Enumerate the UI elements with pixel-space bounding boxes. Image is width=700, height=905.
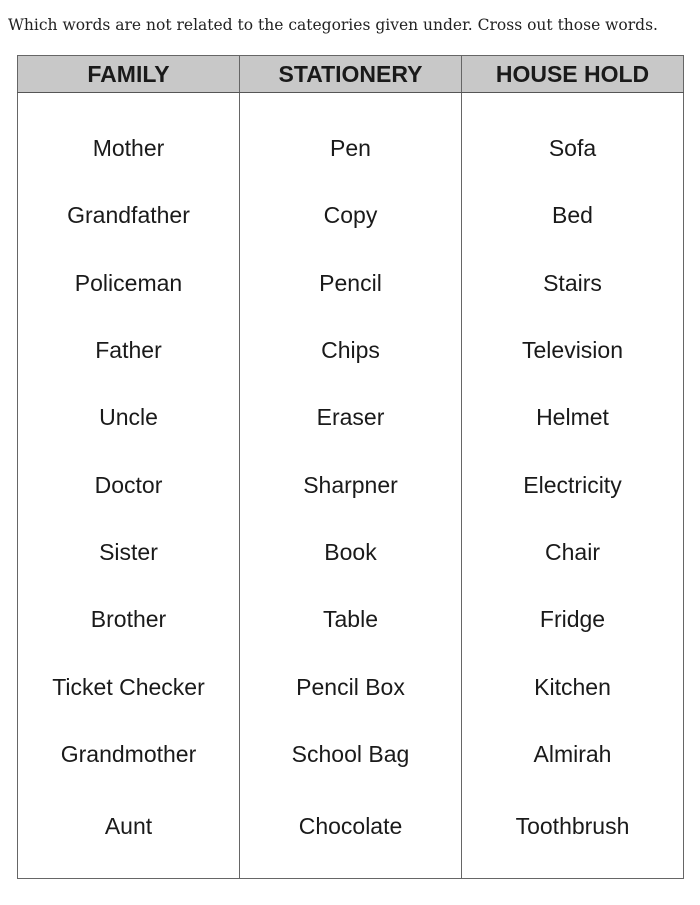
category-table: [17, 55, 684, 879]
table-row: [18, 451, 684, 518]
word-cell[interactable]: Helmet: [462, 384, 684, 451]
word-cell[interactable]: Kitchen: [462, 653, 684, 720]
word-cell[interactable]: Grandmother: [18, 721, 240, 788]
word-cell[interactable]: Chips: [240, 317, 462, 384]
word-cell[interactable]: Electricity: [462, 451, 684, 518]
word-cell[interactable]: School Bag: [240, 721, 462, 788]
word-cell[interactable]: Almirah: [462, 721, 684, 788]
word-cell[interactable]: Table: [240, 586, 462, 653]
word-cell[interactable]: Aunt: [18, 788, 240, 879]
word-cell[interactable]: Eraser: [240, 384, 462, 451]
word-cell[interactable]: Toothbrush: [462, 788, 684, 879]
header-household: HOUSE HOLD: [462, 56, 684, 93]
word-cell[interactable]: Brother: [18, 586, 240, 653]
word-cell[interactable]: Ticket Checker: [18, 653, 240, 720]
word-cell[interactable]: Mother: [18, 93, 240, 183]
word-cell[interactable]: Policeman: [18, 250, 240, 317]
word-cell[interactable]: Sofa: [462, 93, 684, 183]
word-cell[interactable]: Sharpner: [240, 451, 462, 518]
table-row: [18, 93, 684, 183]
header-family: FAMILY: [18, 56, 240, 93]
word-cell[interactable]: Chocolate: [240, 788, 462, 879]
word-cell[interactable]: Pencil Box: [240, 653, 462, 720]
instruction-text: Which words are not related to the categories given under. Cross out those words.: [8, 16, 658, 34]
word-cell[interactable]: Copy: [240, 182, 462, 249]
word-cell[interactable]: Father: [18, 317, 240, 384]
table-row: [18, 250, 684, 317]
word-cell[interactable]: Television: [462, 317, 684, 384]
word-cell[interactable]: Book: [240, 519, 462, 586]
table-row: [18, 384, 684, 451]
word-cell[interactable]: Uncle: [18, 384, 240, 451]
word-cell[interactable]: Sister: [18, 519, 240, 586]
word-cell[interactable]: Pen: [240, 93, 462, 183]
table-row: [18, 182, 684, 249]
table-row: [18, 721, 684, 788]
table-row: [18, 317, 684, 384]
word-cell[interactable]: Chair: [462, 519, 684, 586]
word-cell[interactable]: Stairs: [462, 250, 684, 317]
word-cell[interactable]: Doctor: [18, 451, 240, 518]
header-stationery: STATIONERY: [240, 56, 462, 93]
table-row: [18, 586, 684, 653]
word-cell[interactable]: Fridge: [462, 586, 684, 653]
table-row: [18, 519, 684, 586]
table-row: [18, 788, 684, 879]
word-cell[interactable]: Grandfather: [18, 182, 240, 249]
table-row: [18, 653, 684, 720]
header-row: [18, 56, 684, 93]
word-cell[interactable]: Bed: [462, 182, 684, 249]
word-cell[interactable]: Pencil: [240, 250, 462, 317]
